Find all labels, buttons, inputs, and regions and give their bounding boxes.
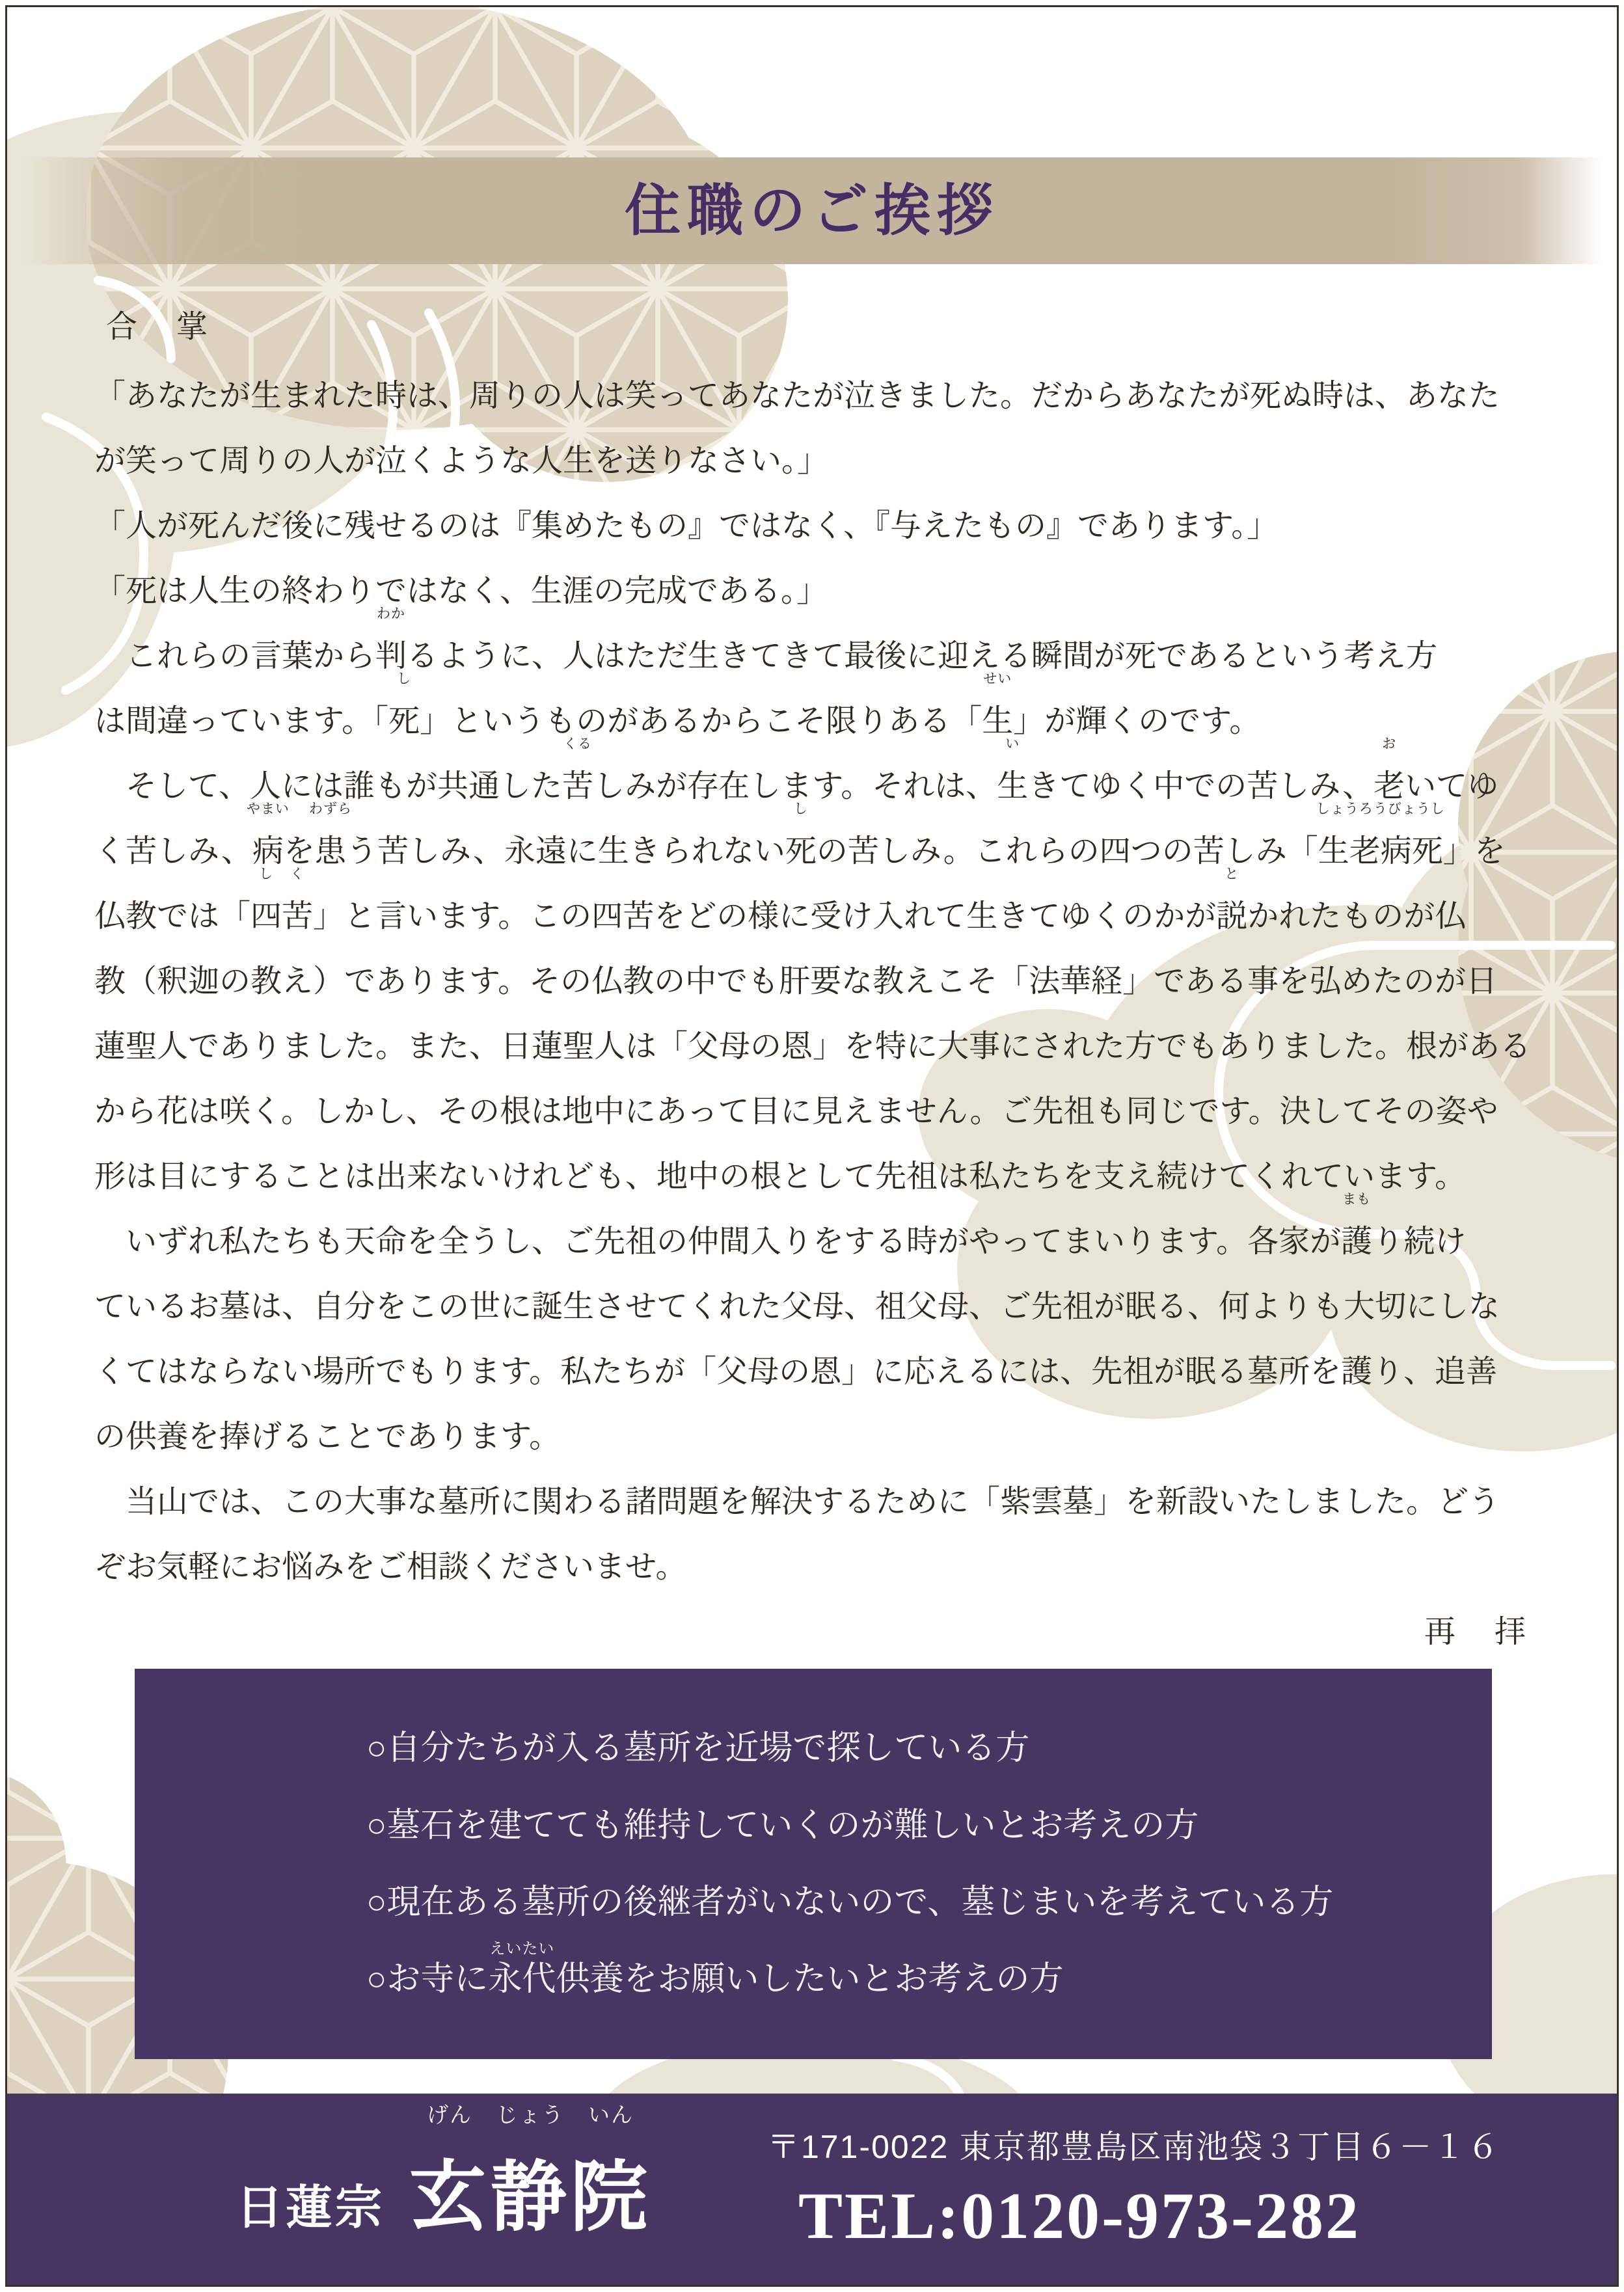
body-line: 形は目にすることは出来ないけれども、地中の根として先祖は私たちを支え続けてくれています。 — [94, 1159, 1467, 1194]
body-line: いずれ私たちも天命を全うし、ご先祖の仲間入りをする時がやってまいります。各家が護 まも り続け — [94, 1191, 1467, 1259]
temple-postal-address: 〒171-0022 東京都豊島区南池袋３丁目６－１６ — [767, 2129, 1501, 2165]
consult-item: ○墓石を建てても維持していくのが難しいとお考えの方 — [366, 1806, 1199, 1844]
body-line: 当山では、この大事な墓所に関わる諸問題を解決するために「紫雲墓」を新設いたしました。どう — [94, 1485, 1500, 1519]
closing-salutation: 再 拝 — [1424, 1615, 1530, 1649]
body-line: ているお墓は、自分をこの世に誕生させてくれた父母、祖父母、ご先祖が眠る、何よりも大切にしな — [94, 1289, 1500, 1324]
body-line: くてはならない場所でもります。私たちが「父母の恩」に応えるには、先祖が眠る墓所を護り、追善 — [94, 1355, 1498, 1389]
body-line: から花は咲く。しかし、その根は地中にあって目に見えません。ご先祖も同じです。決してその姿や — [94, 1094, 1498, 1129]
temple-identity — [236, 2104, 652, 2246]
page-frame — [5, 5, 1619, 2287]
body-line: 「人が死んだ後に残せるのは『集めたもの』ではなく、『与えたもの』であります。」 — [94, 509, 1279, 543]
footer-bar — [7, 2094, 1617, 2285]
consult-item: ○お寺に永代 えいたい 供養をお願いしたいとお考えの方 — [366, 1940, 1064, 1999]
temple-contact — [767, 2121, 1500, 2254]
body-line: の供養を捧げることであります。 — [94, 1420, 561, 1454]
body-line: く苦しみ、病 やまい を患 わずら う苦しみ、永遠に生きられない死 し の苦しみ。これらの四つの苦しみ「生老病死 しょうろうびょうし 」を — [94, 801, 1506, 869]
body-line: 「あなたが生まれた時は、周りの人は笑ってあなたが泣きました。だからあなたが死ぬ時は、あなた — [94, 379, 1500, 413]
body-line: 「死は人生の終わりではなく、生涯の完成である。」 — [94, 574, 828, 608]
consult-item: ○自分たちが入る墓所を近場で探している方 — [366, 1729, 1030, 1768]
temple-name: 玄 げん 静 じょう 院 いん — [409, 2104, 652, 2241]
temple-sect-label: 日蓮宗 — [236, 2182, 385, 2234]
body-line: 仏教では「四 し 苦 く 」と言います。この四苦をどの様に受け入れて生きてゆくのかが説 と かれたものが仏 — [94, 866, 1467, 934]
consult-box — [135, 1669, 1492, 2059]
temple-phone: TEL:0120-973-282 — [798, 2179, 1360, 2253]
greeting-opening: 合 掌 — [106, 310, 212, 344]
body-line: ぞお気軽にお悩みをご相談くださいませ。 — [94, 1550, 687, 1584]
body-line: そして、人には誰もが共通した苦 くる しみが存在します。それは、生 い きてゆく中での苦しみ、老 お いてゆ — [94, 736, 1499, 803]
body-line: これらの言葉から判 わか るように、人はただ生きてきて最後に迎える瞬間が死であるという考え方 — [94, 606, 1438, 673]
body-text — [94, 364, 1537, 1665]
body-line: 蓮聖人でありました。また、日蓮聖人は「父母の恩」を特に大事にされた方でもありました。根がある — [94, 1029, 1532, 1064]
body-line: が笑って周りの人が泣くような人生を送りなさい。」 — [94, 444, 829, 478]
body-line: は間違っています。「死 し 」というものがあるからこそ限りある「生 せい 」が輝くのです。 — [94, 671, 1261, 738]
title-band — [7, 157, 1617, 264]
page-title: 住職のご挨拶 — [625, 180, 999, 242]
consult-item: ○現在ある墓所の後継者がいないので、墓じまいを考えている方 — [366, 1883, 1334, 1921]
body-line: 教（釈迦の教え）であります。その仏教の中でも肝要な教えこそ「法華経」である事を弘めたのが日 — [94, 964, 1498, 999]
